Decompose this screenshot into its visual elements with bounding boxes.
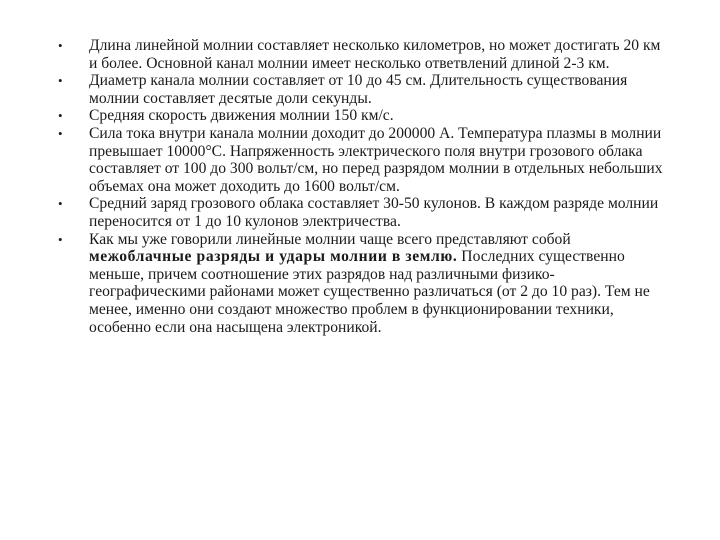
list-item-text: Средняя скорость движения молнии 150 км/с. xyxy=(89,107,394,125)
bullet-icon: • xyxy=(58,108,63,124)
list-item xyxy=(58,125,670,195)
list-item xyxy=(58,37,670,72)
list-item xyxy=(58,72,670,107)
bullet-icon: • xyxy=(58,231,63,247)
list-item xyxy=(58,195,670,230)
bullet-icon: • xyxy=(58,196,63,212)
bullet-icon: • xyxy=(58,125,63,141)
list-item xyxy=(58,107,670,125)
list-item-text-emphasis: межоблачные разряды и удары молнии в землю. xyxy=(89,248,458,266)
list-item xyxy=(58,231,670,337)
list-item-text: Сила тока внутри канала молнии доходит до 200000 А. Температура плазмы в молнии превышает 10000°С. Напряженность электрического поля внутри грозового облака составляет от 100 до 300 вольт/см, но перед разрядом молнии в отдельных небольших объемах она может доходить до 1600 вольт/см. xyxy=(89,124,663,195)
bullet-icon: • xyxy=(58,73,63,89)
list-item-text-rest: Последних существенно меньше, причем соотношение этих разрядов над различными физико-географическими районами может существенно различаться (от 2 до 10 раз). Тем не менее, именно они создают множество проблем в функционировании техники, особенно если она насыщена электроникой. xyxy=(89,248,650,336)
list-item-text: Средний заряд грозового облака составляет 30-50 кулонов. В каждом разряде молнии переносится от 1 до 10 кулонов электричества. xyxy=(89,195,659,230)
list-item-text: Диаметр канала молнии составляет от 10 до 45 см. Длительность существования молнии составляет десятые доли секунды. xyxy=(89,72,628,107)
list-item-text: Длина линейной молнии составляет несколько километров, но может достигать 20 км и более. Основной канал молнии имеет несколько ответвлений длиной 2-3 км. xyxy=(89,37,661,72)
bullet-icon: • xyxy=(58,38,63,53)
bullet-list xyxy=(58,37,670,336)
list-item-text-intro: Как мы уже говорили линейные молнии чаще всего представляют собой xyxy=(89,230,571,248)
